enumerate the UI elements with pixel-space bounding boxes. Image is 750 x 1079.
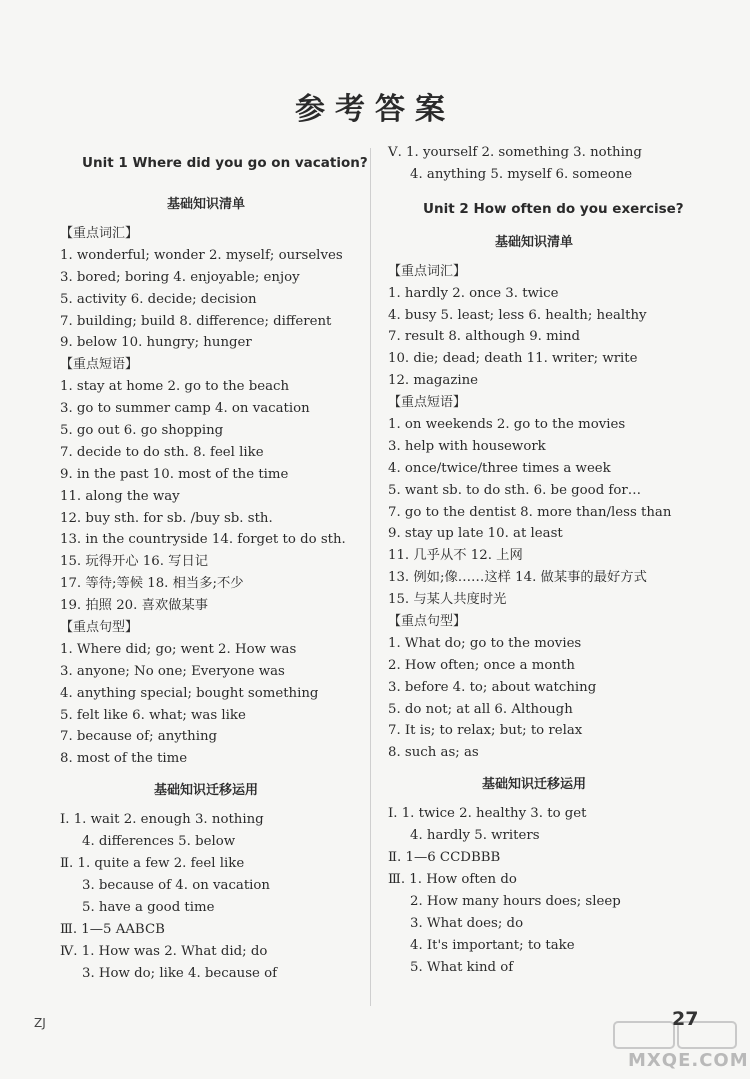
- answer-line: 7. go to the dentist 8. more than/less than: [388, 504, 672, 520]
- answer-line: 12. magazine: [388, 373, 479, 389]
- answer-line: 10. die; dead; death 11. writer; write: [388, 351, 638, 367]
- answer-line: 2. How often; once a month: [388, 657, 575, 673]
- exercise-answer-line: 2. How many hours does; sleep: [410, 893, 621, 909]
- answer-line: 13. 例如;像……这样 14. 做某事的最好方式: [388, 570, 647, 586]
- unit2-cat-sentence: 【重点句型】: [388, 614, 467, 630]
- answer-line: 19. 拍照 20. 喜欢做某事: [60, 598, 209, 614]
- exercise-answer-line: 5. What kind of: [410, 959, 514, 975]
- footer-code: ZJ: [34, 1016, 46, 1030]
- answer-line: 9. below 10. hungry; hunger: [60, 335, 252, 351]
- answer-line: 8. such as; as: [388, 745, 479, 761]
- exercise-answer-line: 4. differences 5. below: [82, 834, 236, 850]
- answer-line: 4. once/twice/three times a week: [388, 460, 611, 476]
- exercise-answer-line: Ⅲ. 1. How often do: [388, 871, 517, 887]
- unit2-phrase-list: [388, 414, 684, 611]
- exercise-answer-line: 3. What does; do: [410, 915, 524, 931]
- answer-line: 7. building; build 8. difference; different: [60, 313, 332, 329]
- page-number: 27: [672, 1008, 699, 1030]
- exercise-answer-line: Ⅰ. 1. wait 2. enough 3. nothing: [60, 812, 264, 828]
- watermark-text: MXQE.COM: [628, 1050, 749, 1071]
- answer-line: 11. along the way: [60, 488, 180, 504]
- unit2-exercise-list: [388, 803, 684, 978]
- answer-line: 15. 与某人共度时光: [388, 592, 507, 608]
- exercise-answer-line: Ⅰ. 1. twice 2. healthy 3. to get: [388, 806, 587, 822]
- unit1-vocab-list: [60, 245, 368, 354]
- unit1-exercise-list: [60, 809, 368, 984]
- exercise-answer-line: 3. because of 4. on vacation: [82, 877, 270, 893]
- answer-line: 1. wonderful; wonder 2. myself; ourselves: [60, 247, 343, 263]
- answer-line: 1. Where did; go; went 2. How was: [60, 641, 297, 657]
- unit2-vocab-list: [388, 283, 684, 392]
- exercise-answer-line: Ⅱ. 1. quite a few 2. feel like: [60, 856, 245, 872]
- unit1-cat-vocab: 【重点词汇】: [60, 226, 139, 241]
- answer-line: 5. felt like 6. what; was like: [60, 707, 246, 723]
- answer-line: 1. hardly 2. once 3. twice: [388, 285, 559, 301]
- unit2-section-transfer: 基础知识迁移运用: [481, 777, 586, 793]
- answer-line: 12. buy sth. for sb. /buy sb. sth.: [60, 510, 273, 526]
- exercise-answer-line: 5. have a good time: [82, 899, 215, 915]
- answer-line: 15. 玩得开心 16. 写日记: [60, 554, 209, 570]
- unit1-section-basics: 基础知识清单: [166, 197, 245, 212]
- answer-line: 9. stay up late 10. at least: [388, 526, 563, 542]
- answer-line: 3. anyone; No one; Everyone was: [60, 663, 285, 679]
- page-title: 参考答案: [295, 92, 455, 127]
- answer-line: 4. busy 5. least; less 6. health; healthy: [388, 307, 647, 323]
- exercise-answer-line: Ⅲ. 1—5 AABCB: [60, 921, 165, 937]
- answer-line: 1. What do; go to the movies: [388, 635, 582, 651]
- answer-line: 9. in the past 10. most of the time: [60, 466, 289, 482]
- left-column: [60, 152, 368, 984]
- answer-line: 7. result 8. although 9. mind: [388, 329, 581, 345]
- unit1-phrase-list: [60, 376, 368, 617]
- answer-line: 5. go out 6. go shopping: [60, 423, 224, 439]
- answer-line: 5. activity 6. decide; decision: [60, 291, 257, 307]
- unit1-sentence-list: [60, 639, 368, 770]
- unit1-title: Unit 1 Where did you go on vacation?: [82, 155, 368, 171]
- answer-line: 7. It is; to relax; but; to relax: [388, 723, 583, 739]
- exercise-answer-line: 4. hardly 5. writers: [410, 828, 540, 844]
- answer-line: 4. anything special; bought something: [60, 685, 319, 701]
- answer-line: 17. 等待;等候 18. 相当多;不少: [60, 576, 244, 592]
- answer-line: 1. stay at home 2. go to the beach: [60, 379, 290, 395]
- answer-line: 3. go to summer camp 4. on vacation: [60, 401, 310, 417]
- exercise-answer-line: Ⅴ. 1. yourself 2. something 3. nothing: [388, 145, 642, 160]
- answer-line: 5. do not; at all 6. Although: [388, 701, 573, 717]
- answer-line: 13. in the countryside 14. forget to do sth.: [60, 532, 346, 548]
- unit2-title: Unit 2 How often do you exercise?: [423, 200, 684, 217]
- unit2-cat-phrase: 【重点短语】: [388, 395, 467, 411]
- unit1-section-transfer: 基础知识迁移运用: [153, 783, 258, 799]
- unit2-cat-vocab: 【重点词汇】: [388, 263, 467, 279]
- unit1-cat-phrase: 【重点短语】: [60, 357, 139, 373]
- exercise-answer-line: 3. How do; like 4. because of: [82, 965, 278, 981]
- answer-line: 1. on weekends 2. go to the movies: [388, 417, 626, 433]
- answer-line: 8. most of the time: [60, 751, 188, 767]
- exercise-answer-line: Ⅱ. 1—6 CCDBBB: [388, 850, 501, 866]
- answer-line: 5. want sb. to do sth. 6. be good for…: [388, 482, 642, 498]
- answer-line: 7. because of; anything: [60, 729, 218, 745]
- exercise-answer-line: Ⅳ. 1. How was 2. What did; do: [60, 943, 268, 959]
- unit2-sentence-list: [388, 633, 684, 764]
- answer-line: 3. help with housework: [388, 438, 546, 454]
- exercise-answer-line: 4. It's important; to take: [410, 937, 575, 953]
- answer-line: 3. bored; boring 4. enjoyable; enjoy: [60, 269, 300, 285]
- unit2-section-basics: 基础知识清单: [494, 234, 573, 250]
- exercise-answer-line: 4. anything 5. myself 6. someone: [410, 166, 633, 182]
- right-column: [388, 142, 684, 978]
- unit1-cat-sentence: 【重点句型】: [60, 620, 139, 636]
- unit1-exercise-cont-list: [388, 142, 684, 186]
- column-divider: [370, 148, 371, 1006]
- answer-line: 7. decide to do sth. 8. feel like: [60, 444, 264, 460]
- answer-line: 3. before 4. to; about watching: [388, 679, 597, 695]
- answer-line: 11. 几乎从不 12. 上网: [388, 548, 523, 564]
